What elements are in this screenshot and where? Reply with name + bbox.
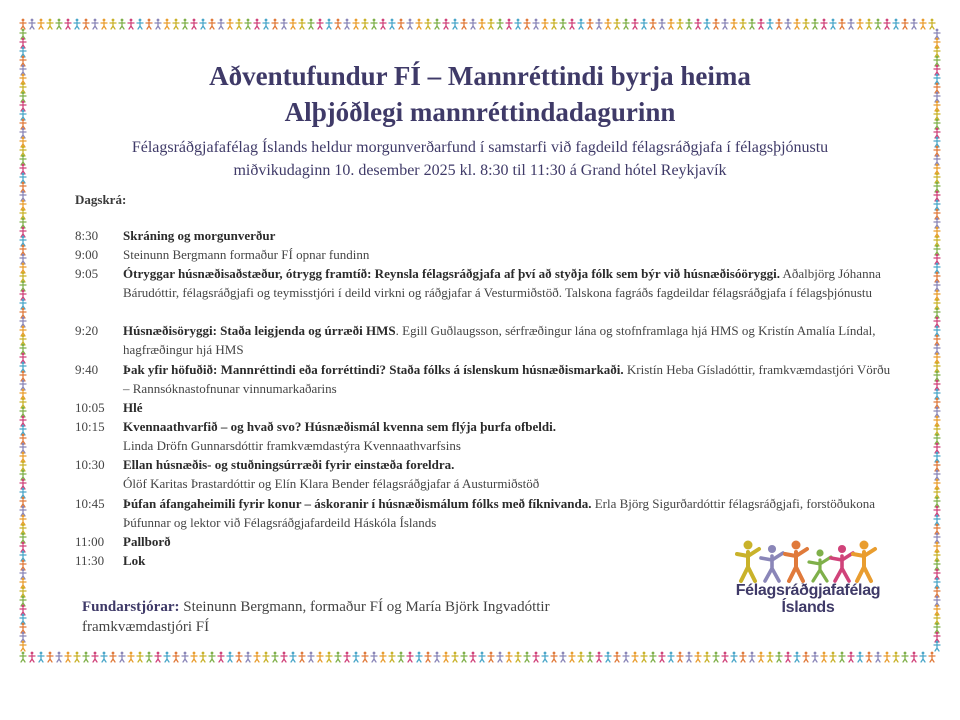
agenda-title: Ellan húsnæðis- og stuðningsúrræði fyrir einstæða foreldra. xyxy=(123,457,455,472)
agenda-speaker: Steinunn Bergmann formaður FÍ opnar fundinn xyxy=(123,247,370,262)
agenda-time: 10:15 xyxy=(75,419,105,434)
organization-logo xyxy=(728,535,888,635)
agenda-time: 11:30 xyxy=(75,553,105,568)
agenda-time: 10:05 xyxy=(75,400,105,415)
agenda-time: 10:45 xyxy=(75,496,105,511)
agenda-speaker: Linda Dröfn Gunnarsdóttir framkvæmdastýra Kvennaathvarfsins xyxy=(123,437,461,453)
agenda-label: Dagskrá: xyxy=(75,192,127,207)
agenda-title: Skráning og morgunverður xyxy=(123,228,276,243)
agenda-title: Lok xyxy=(123,553,146,568)
page-subtitle-heading: Alþjóðlegi mannréttindadagurinn xyxy=(284,97,676,127)
agenda-speaker: Kristín Heba Gísladóttir, framkvæmdastjóri Vörðu – Rannsóknastofnunar vinnumarkaðarins xyxy=(123,362,891,396)
event-description: Félagsráðgjafafélag Íslands heldur morgunverðarfund í samstarfi við fagdeild félagsráðgjafa í félagsþjónustu xyxy=(131,139,829,156)
agenda-time: 10:30 xyxy=(75,457,105,472)
agenda-time: 9:20 xyxy=(75,323,99,338)
agenda-title: Ótryggar húsnæðisaðstæður, ótrygg framtíð: Reynsla félagsráðgjafa af því að styðja fólk sem býr við húsnæðisóöryggi. xyxy=(123,266,780,281)
page-title: Aðventufundur FÍ – Mannréttindi byrja heima xyxy=(209,61,751,91)
agenda-title: Þak yfir höfuðið: Mannréttindi eða forréttindi? Staða fólks á íslenskum húsnæðismarkaði. xyxy=(123,362,624,377)
agenda-time: 9:05 xyxy=(75,266,99,281)
agenda-time: 9:00 xyxy=(75,247,99,262)
agenda-time: 9:40 xyxy=(75,362,99,377)
agenda-time: 11:00 xyxy=(75,534,105,549)
agenda-speaker: Erla Björg Sigurðardóttir félagsráðgjafi, forstöðukona Þúfunnar og lektor við Félagsráðgjafardeild Háskóla Íslands xyxy=(123,496,875,530)
people-figures-icon xyxy=(728,535,888,585)
moderators xyxy=(82,597,682,637)
moderators-names-cont: framkvæmdastjóri FÍ xyxy=(82,619,210,635)
moderators-label: Fundarstjórar: xyxy=(82,599,180,615)
event-date-location: miðvikudaginn 10. desember 2025 kl. 8:30 til 11:30 á Grand hótel Reykjavík xyxy=(233,162,727,179)
agenda-title: Þúfan áfangaheimili fyrir konur – áskoranir í húsnæðismálum fólks með fíknivanda. xyxy=(123,496,592,511)
agenda-speaker: Ólöf Karitas Þrastardóttir og Elín Klara Bender félagsráðgjafar á Austurmiðstöð xyxy=(123,475,540,491)
agenda-title: Húsnæðisöryggi: Staða leigjenda og úrræði HMS xyxy=(123,323,396,338)
logo-text-line1: Félagsráðgjafafélag xyxy=(735,582,881,599)
agenda-title: Kvennaathvarfið – og hvað svo? Húsnæðismál kvenna sem flýja þurfa ofbeldi. xyxy=(123,419,557,434)
moderators-names: Steinunn Bergmann, formaður FÍ og María Björk Ingvadóttir xyxy=(179,599,550,615)
agenda-speaker: . Egill Guðlaugsson, sérfræðingur lána og stofnframlaga hjá HMS og Kristín Amalía Líndal, hagfræðingur hjá HMS xyxy=(123,323,876,357)
agenda-time: 8:30 xyxy=(75,228,99,243)
agenda-speaker: Aðalbjörg Jóhanna Bárudóttir, félagsráðgjafi og teymisstjóri í deild virkni og ráðgjafar á Vesturmiðstöð. Talskona fagráðs fagdeildar félagsráðgjafa í félagsþjónustu xyxy=(123,266,881,300)
agenda-title: Hlé xyxy=(123,400,143,415)
logo-text-line2: Íslands xyxy=(781,599,835,616)
agenda-title: Pallborð xyxy=(123,534,171,549)
